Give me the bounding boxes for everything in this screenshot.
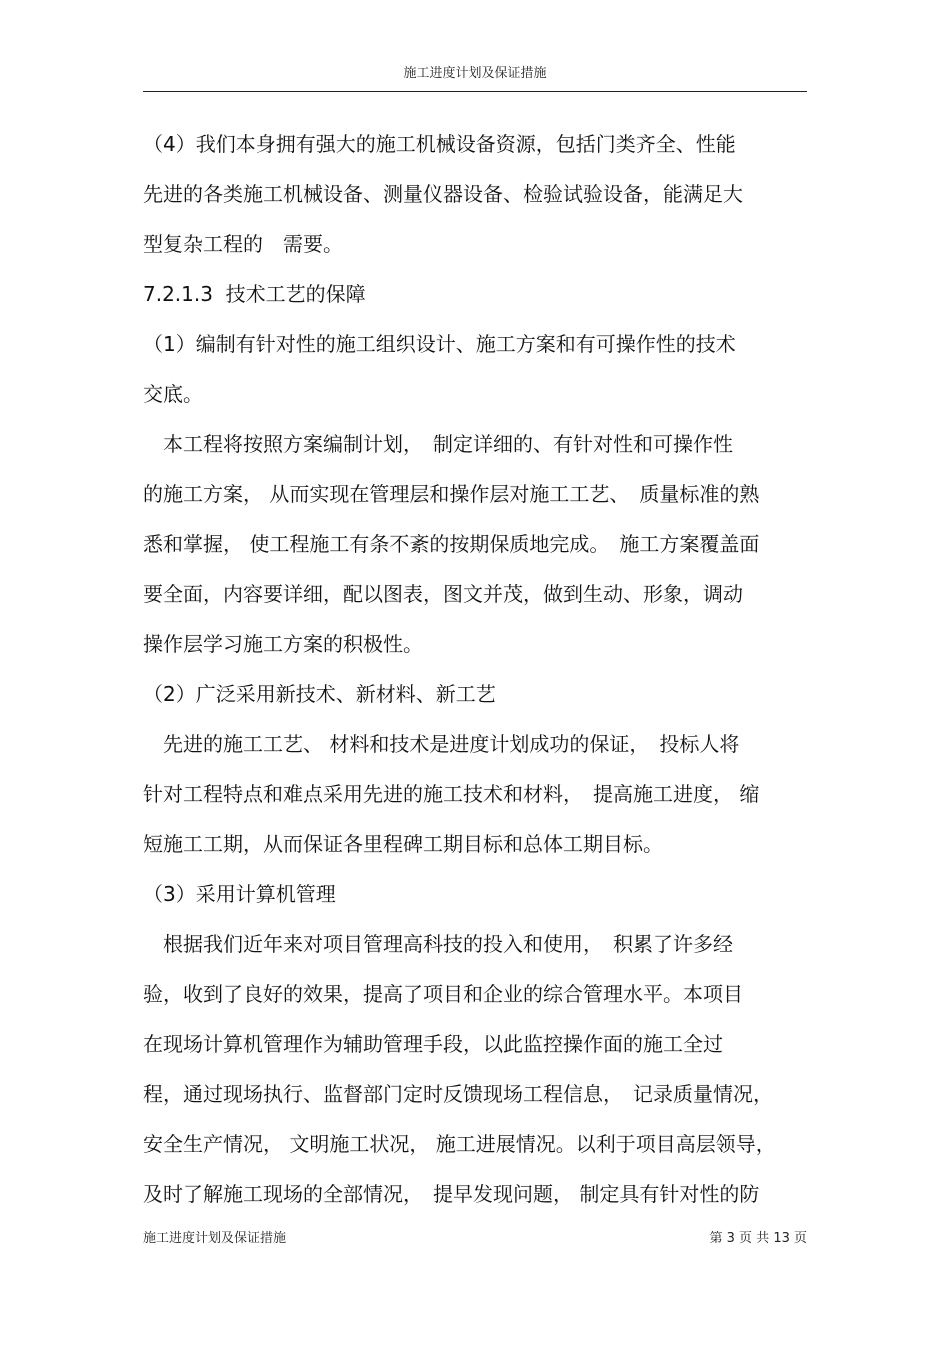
header-divider — [143, 91, 807, 92]
text-line: （1）编制有针对性的施工组织设计、施工方案和有可操作性的技术 — [143, 332, 736, 356]
text-line: 根据我们近年来对项目管理高科技的投入和使用， 积累了许多经 — [143, 932, 733, 956]
text-line: （4）我们本身拥有强大的施工机械设备资源，包括门类齐全、性能 — [143, 132, 736, 156]
text-line: 短施工工期，从而保证各里程碑工期目标和总体工期目标。 — [143, 832, 663, 856]
text-line: （2）广泛采用新技术、新材料、新工艺 — [143, 682, 496, 706]
text-line: 先进的施工工艺、 材料和技术是进度计划成功的保证， 投标人将 — [143, 732, 740, 756]
text-line: 型复杂工程的 需要。 — [143, 232, 343, 256]
text-line: 的施工方案， 从而实现在管理层和操作层对施工工艺、 质量标准的熟 — [143, 482, 760, 506]
text-line: 针对工程特点和难点采用先进的施工技术和材料， 提高施工进度， 缩 — [143, 782, 760, 806]
text-line: 要全面，内容要详细，配以图表，图文并茂，做到生动、形象，调动 — [143, 582, 743, 606]
text-line: 本工程将按照方案编制计划， 制定详细的、有针对性和可操作性 — [143, 432, 733, 456]
page-header-title: 施工进度计划及保证措施 — [403, 66, 547, 81]
text-line: 安全生产情况， 文明施工状况， 施工进展情况。以利于项目高层领导， — [143, 1132, 776, 1156]
page-footer-title: 施工进度计划及保证措施 — [143, 1231, 287, 1246]
text-line: 及时了解施工现场的全部情况， 提早发现问题， 制定具有针对性的防 — [143, 1182, 760, 1206]
text-line: 操作层学习施工方案的积极性。 — [143, 632, 423, 656]
text-line: 验，收到了良好的效果，提高了项目和企业的综合管理水平。本项目 — [143, 982, 743, 1006]
page-number: 第 3 页 共 13 页 — [709, 1231, 807, 1246]
text-line: 悉和掌握， 使工程施工有条不紊的按期保质地完成。 施工方案覆盖面 — [143, 532, 760, 556]
text-line: 在现场计算机管理作为辅助管理手段，以此监控操作面的施工全过 — [143, 1032, 723, 1056]
text-line: 先进的各类施工机械设备、测量仪器设备、检验试验设备，能满足大 — [143, 182, 743, 206]
text-line: 交底。 — [143, 382, 203, 406]
text-line: 程，通过现场执行、监督部门定时反馈现场工程信息， 记录质量情况， — [143, 1082, 773, 1106]
section-heading: 7.2.1.3 技术工艺的保障 — [143, 282, 366, 306]
text-line: （3）采用计算机管理 — [143, 882, 336, 906]
